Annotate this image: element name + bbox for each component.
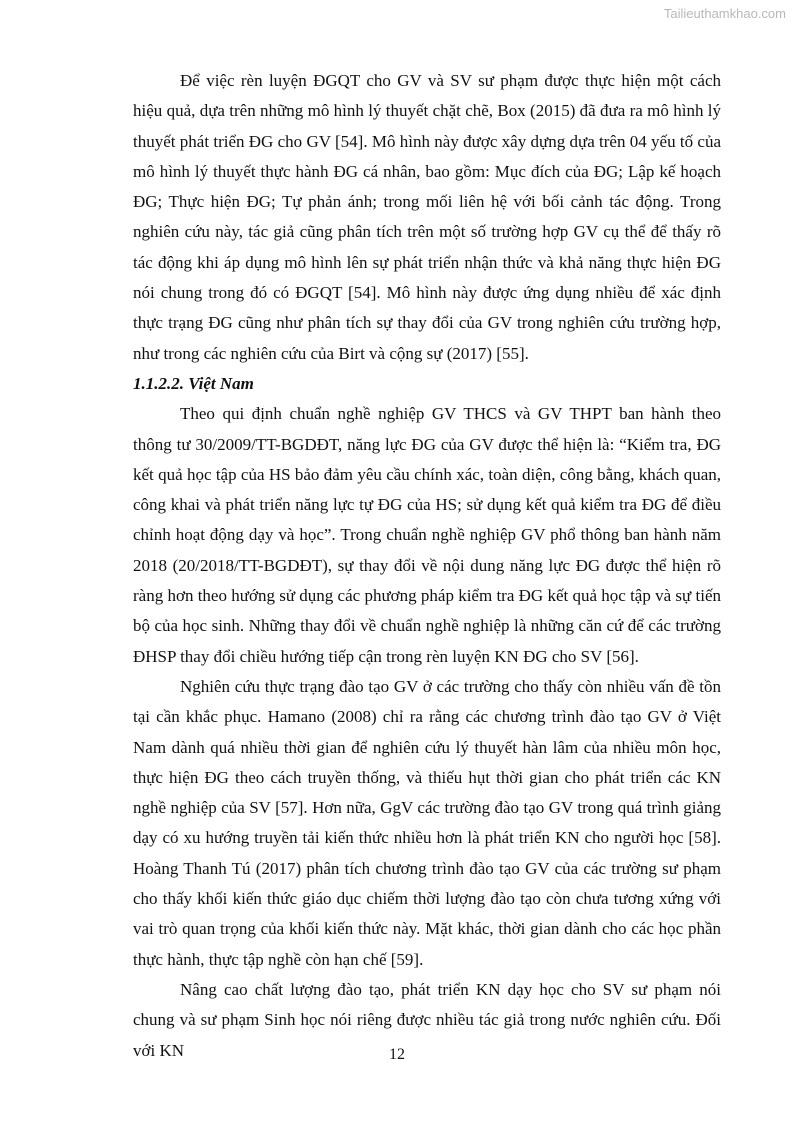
- section-heading: 1.1.2.2. Việt Nam: [133, 373, 254, 393]
- watermark: Tailieuthamkhao.com: [663, 6, 786, 21]
- page-number: 12: [389, 1046, 405, 1063]
- paragraph-training-status: Nghiên cứu thực trạng đào tạo GV ở các trường cho thấy còn nhiều vấn đề tồn tại cần khắc phục. Hamano (2008) chỉ ra rằng các chương trình đào tạo GV ở Việt Nam dành quá nhiều thời gian để nghiên cứu lý thuyết hàn lâm của nhiều môn học, thực hiện ĐG theo cách truyền thống, và thiếu hụt thời gian cho phát triển các KN nghề nghiệp của SV [57]. Hơn nữa, GgV các trường đào tạo GV trong quá trình giảng dạy có xu hướng truyền tải kiến thức nhiều hơn là phát triển KN cho người học [58]. Hoàng Thanh Tú (2017) phân tích chương trình đào tạo GV của các trường sư phạm cho thấy khối kiến thức giáo dục chiếm thời lượng đào tạo còn chưa tương xứng với vai trò quan trọng của khối kiến thức này. Mặt khác, thời gian dành cho các học phần thực hành, thực tập nghề còn hạn chế [59].: [133, 676, 721, 969]
- document-body: [133, 66, 721, 1066]
- paragraph-box-model: Để việc rèn luyện ĐGQT cho GV và SV sư phạm được thực hiện một cách hiệu quả, dựa trên những mô hình lý thuyết chặt chẽ, Box (2015) đã đưa ra mô hình lý thuyết phát triển ĐG cho GV [54]. Mô hình này được xây dựng dựa trên 04 yếu tố của mô hình lý thuyết thực hành ĐG cá nhân, bao gồm: Mục đích của ĐG; Lập kế hoạch ĐG; Thực hiện ĐG; Tự phản ánh; trong mối liên hệ với bối cảnh tác động. Trong nghiên cứu này, tác giả cũng phân tích trên một số trường hợp GV cụ thể để thấy rõ tác động khi áp dụng mô hình lên sự phát triển nhận thức và khả năng thực hiện ĐG nói chung trong đó có ĐGQT [54]. Mô hình này được ứng dụng nhiều để xác định thực trạng ĐG cũng như phân tích sự thay đổi của GV trong nghiên cứu trường hợp, như trong các nghiên cứu của Birt và cộng sự (2017) [55].: [133, 71, 721, 363]
- paragraph-quality-improvement: Nâng cao chất lượng đào tạo, phát triển KN dạy học cho SV sư phạm nói chung và sư phạm Sinh học nói riêng được nhiều tác giả trong nước nghiên cứu. Đối với KN: [133, 979, 721, 1060]
- paragraph-teacher-standards: Theo qui định chuẩn nghề nghiệp GV THCS và GV THPT ban hành theo thông tư 30/2009/TT-BGDĐT, năng lực ĐG của GV được thể hiện là: “Kiểm tra, ĐG kết quả học tập của HS bảo đảm yêu cầu chính xác, toàn diện, công bằng, khách quan, công khai và phát triển năng lực tự ĐG của HS; sử dụng kết quả kiểm tra ĐG để điều chỉnh hoạt động dạy và học”. Trong chuẩn nghề nghiệp GV phổ thông ban hành năm 2018 (20/2018/TT-BGDĐT), sự thay đổi về nội dung năng lực ĐG được thể hiện rõ ràng hơn theo hướng sử dụng các phương pháp kiểm tra ĐG kết quả học tập và sự tiến bộ của học sinh. Những thay đổi về chuẩn nghề nghiệp là những căn cứ để các trường ĐHSP thay đổi chiều hướng tiếp cận trong rèn luyện KN ĐG cho SV [56].: [133, 404, 721, 666]
